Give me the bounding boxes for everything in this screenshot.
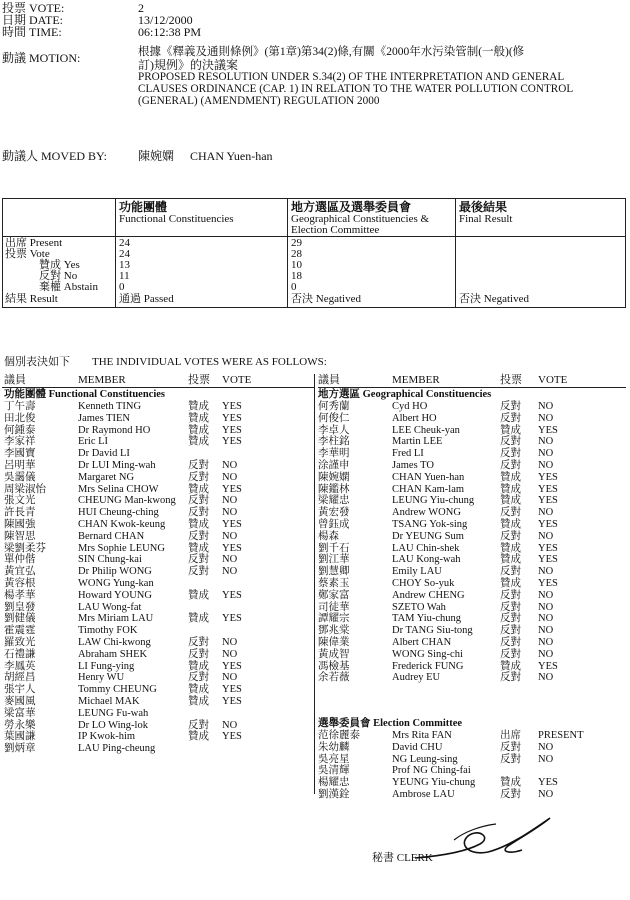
date-value: 13/12/2000: [138, 13, 193, 27]
member-vote-zh: 反對: [188, 530, 209, 542]
member-name-zh: 黃容根: [4, 578, 36, 589]
member-vote-zh: 反對: [188, 719, 209, 731]
member-vote-en: YES: [222, 589, 242, 601]
member-vote-en: NO: [222, 495, 238, 507]
member-vote-zh: 贊成: [500, 424, 521, 436]
right-header-rule: [318, 387, 626, 388]
member-name-zh: 余若薇: [318, 672, 350, 684]
member-name-en: WONG Sing-chi: [392, 648, 463, 660]
member-name-zh: 李鳳英: [4, 660, 36, 672]
member-name-en: WONG Yung-kan: [78, 578, 154, 589]
member-vote-en: YES: [222, 613, 242, 625]
member-vote-en: YES: [538, 483, 558, 495]
member-name-zh: 李卓人: [318, 424, 350, 436]
member-name-zh: 鄭家富: [318, 589, 350, 601]
member-name-zh: 陳偉業: [318, 637, 350, 648]
ec-section-title: 選舉委員會 Election Committee: [318, 718, 463, 729]
present-label: 出席 Present: [5, 237, 63, 249]
member-vote-en: NO: [538, 448, 554, 460]
member-vote-en: NO: [222, 554, 238, 566]
member-vote-zh: 反對: [188, 672, 209, 684]
member-name-en: Kenneth TING: [78, 401, 142, 412]
member-name-zh: 劉健儀: [4, 613, 36, 625]
member-vote-en: YES: [222, 436, 242, 448]
member-name-en: Mrs Selina CHOW: [78, 483, 159, 495]
member-vote-zh: 反對: [500, 448, 521, 460]
mover-label: 動議人 MOVED BY:: [2, 149, 107, 163]
fc-section-title: 功能團體 Functional Constituencies: [4, 389, 166, 400]
member-vote-en: NO: [222, 637, 238, 648]
member-name-zh: 陳鑑林: [318, 483, 350, 495]
member-name-en: Martin LEE: [392, 436, 443, 448]
member-vote-en: YES: [222, 412, 242, 424]
gc-yes: 10: [291, 259, 302, 271]
member-name-en: LAU Kong-wah: [392, 554, 461, 566]
member-vote-zh: 反對: [500, 460, 521, 471]
member-name-en: IP Kwok-him: [78, 731, 136, 743]
member-vote-zh: 贊成: [188, 401, 209, 412]
member-name-en: Mrs Rita FAN: [392, 730, 452, 741]
member-name-en: Michael MAK: [78, 696, 140, 707]
member-name-en: Ambrose LAU: [392, 789, 455, 800]
member-vote-en: NO: [222, 460, 238, 471]
fc-abstain: 0: [119, 281, 125, 293]
member-vote-zh: 贊成: [188, 660, 209, 672]
clerk-label: 秘書 CLERK: [372, 852, 433, 864]
member-name-en: TSANG Yok-sing: [392, 519, 468, 530]
member-vote-en: NO: [538, 401, 554, 412]
member-name-zh: 霍震霆: [4, 625, 36, 637]
vote-count-label: 投票 Vote: [5, 248, 50, 260]
member-name-zh: 黃宏發: [318, 507, 350, 519]
right-col-vote-en: VOTE: [538, 374, 568, 386]
member-vote-en: YES: [538, 495, 558, 507]
member-name-zh: 麥國風: [4, 696, 36, 707]
member-name-zh: 楊孝華: [4, 589, 36, 601]
right-col-member-en: MEMBER: [392, 374, 440, 386]
member-name-en: LI Fung-ying: [78, 660, 135, 672]
member-vote-en: YES: [222, 483, 242, 495]
gc-present: 29: [291, 237, 302, 249]
motion-label: 動議 MOTION:: [2, 51, 81, 65]
member-name-en: Frederick FUNG: [392, 660, 464, 672]
member-name-en: CHAN Kwok-keung: [78, 519, 166, 530]
right-col-vote-zh: 投票: [500, 374, 522, 386]
member-vote-zh: 反對: [500, 613, 521, 625]
member-name-zh: 劉慧卿: [318, 566, 350, 578]
member-vote-en: NO: [222, 566, 238, 578]
member-vote-en: YES: [222, 731, 242, 743]
member-name-zh: 吳靄儀: [4, 471, 36, 483]
column-divider: [314, 374, 315, 794]
member-vote-en: NO: [538, 436, 554, 448]
right-col-member-zh: 議員: [318, 374, 340, 386]
member-name-en: SIN Chung-kai: [78, 554, 142, 566]
member-name-en: Dr David LI: [78, 448, 130, 460]
left-col-member-en: MEMBER: [78, 374, 126, 386]
member-vote-zh: 贊成: [500, 519, 521, 530]
member-vote-zh: 贊成: [500, 483, 521, 495]
member-name-zh: 李柱銘: [318, 436, 350, 448]
member-name-zh: 譚耀宗: [318, 613, 350, 625]
summary-table: [2, 198, 626, 308]
member-name-zh: 葉國謙: [4, 731, 36, 743]
left-col-vote-en: VOTE: [222, 374, 252, 386]
fc-yes: 13: [119, 259, 130, 271]
fc-present: 24: [119, 237, 130, 249]
member-vote-en: NO: [538, 460, 554, 471]
motion-title-en-2: CLAUSES ORDINANCE (CAP. 1) IN RELATION TO THE WATER POLLUTION CONTROL: [138, 83, 574, 95]
member-name-zh: 張文光: [4, 495, 36, 507]
fc-header-en: Functional Constituencies: [119, 213, 234, 225]
member-vote-zh: 贊成: [188, 731, 209, 743]
member-vote-en: YES: [538, 424, 558, 436]
member-name-en: CHAN Yuen-han: [392, 471, 465, 483]
member-name-zh: 涂謹申: [318, 460, 350, 471]
member-name-zh: 劉炳章: [4, 743, 36, 755]
member-vote-en: YES: [222, 696, 242, 707]
fc-vote: 24: [119, 248, 130, 260]
member-name-zh: 蔡素玉: [318, 578, 350, 589]
member-vote-en: NO: [222, 672, 238, 684]
member-vote-zh: 贊成: [188, 436, 209, 448]
member-name-en: Prof NG Ching-fai: [392, 765, 471, 777]
member-vote-en: NO: [538, 648, 554, 660]
member-name-en: Dr Raymond HO: [78, 424, 151, 436]
member-vote-zh: 贊成: [188, 519, 209, 530]
member-vote-zh: 反對: [500, 601, 521, 613]
member-name-zh: 楊耀忠: [318, 777, 350, 789]
time-label: 時間 TIME:: [2, 25, 62, 39]
individual-intro-zh: 個別表決如下: [4, 356, 70, 368]
member-name-en: Dr YEUNG Sum: [392, 530, 464, 542]
member-vote-en: YES: [222, 519, 242, 530]
member-name-zh: 胡經昌: [4, 672, 36, 684]
member-name-en: Fred LI: [392, 448, 424, 460]
motion-title-en-1: PROPOSED RESOLUTION UNDER S.34(2) OF THE INTERPRETATION AND GENERAL: [138, 71, 565, 83]
gc-section-title: 地方選區 Geographical Constituencies: [318, 389, 492, 400]
member-name-en: Eric LI: [78, 436, 109, 448]
yes-label: 贊成 Yes: [39, 259, 80, 271]
member-vote-en: NO: [222, 471, 238, 483]
member-name-en: Mrs Sophie LEUNG: [78, 542, 165, 554]
member-name-en: LAU Ping-cheung: [78, 743, 156, 755]
member-name-zh: 吳清輝: [318, 765, 350, 777]
member-name-en: Dr LO Wing-lok: [78, 719, 148, 731]
gc-no: 18: [291, 270, 302, 282]
member-vote-zh: 反對: [188, 648, 209, 660]
gc-result: 否決 Negatived: [291, 293, 361, 305]
member-name-zh: 勞永樂: [4, 719, 36, 731]
member-name-en: LEUNG Fu-wah: [78, 707, 149, 719]
member-name-zh: 劉漢銓: [318, 789, 350, 800]
member-vote-zh: 贊成: [188, 483, 209, 495]
final-result: 否決 Negatived: [459, 293, 529, 305]
abstain-label: 棄權 Abstain: [39, 281, 98, 293]
member-vote-zh: 反對: [188, 566, 209, 578]
member-name-en: Emily LAU: [392, 566, 442, 578]
member-name-en: LAW Chi-kwong: [78, 637, 151, 648]
gc-header-en-2: Election Committee: [291, 224, 380, 236]
member-name-en: CHAN Kam-lam: [392, 483, 465, 495]
member-vote-en: NO: [538, 741, 554, 753]
member-name-zh: 吳亮星: [318, 753, 350, 765]
fc-header-zh: 功能團體: [119, 200, 168, 214]
member-vote-zh: 贊成: [188, 613, 209, 625]
member-name-en: LEE Cheuk-yan: [392, 424, 460, 436]
member-vote-en: NO: [222, 648, 238, 660]
member-name-zh: 何秀蘭: [318, 401, 350, 412]
member-name-zh: 呂明華: [4, 460, 36, 471]
member-name-zh: 黃成智: [318, 648, 350, 660]
member-vote-zh: 反對: [500, 648, 521, 660]
member-vote-en: NO: [222, 719, 238, 731]
motion-title-zh: 根據《釋義及通則條例》(第1章)第34(2)條,有關《2000年水污染管制(一般)(修: [138, 46, 525, 58]
member-vote-en: YES: [222, 401, 242, 412]
member-name-en: SZETO Wah: [392, 601, 446, 613]
member-vote-zh: 贊成: [500, 542, 521, 554]
member-name-zh: 陳智思: [4, 530, 36, 542]
member-name-zh: 石禮謙: [4, 648, 36, 660]
member-name-en: Margaret NG: [78, 471, 135, 483]
mover-name-zh: 陳婉嫻: [138, 149, 175, 163]
no-label: 反對 No: [39, 270, 78, 282]
member-name-en: Henry WU: [78, 672, 125, 684]
member-vote-en: NO: [538, 589, 554, 601]
member-vote-en: YES: [222, 684, 242, 696]
member-name-zh: 曾鈺成: [318, 519, 350, 530]
member-vote-zh: 反對: [500, 789, 521, 800]
member-name-en: LEUNG Yiu-chung: [392, 495, 475, 507]
member-vote-zh: 反對: [500, 637, 521, 648]
final-header-zh: 最後結果: [459, 200, 508, 214]
member-vote-en: NO: [538, 753, 554, 765]
member-name-en: Tommy CHEUNG: [78, 684, 157, 696]
member-vote-zh: 反對: [500, 741, 521, 753]
member-vote-en: PRESENT: [538, 730, 584, 741]
fc-no: 11: [119, 270, 130, 282]
member-name-zh: 何俊仁: [318, 412, 350, 424]
member-name-zh: 單仲偕: [4, 554, 36, 566]
fc-result: 通過 Passed: [119, 293, 174, 305]
member-vote-zh: 反對: [188, 637, 209, 648]
member-name-en: Albert HO: [392, 412, 437, 424]
motion-title-en-3: (GENERAL) (AMENDMENT) REGULATION 2000: [138, 95, 380, 107]
member-name-zh: 劉江華: [318, 554, 350, 566]
member-name-en: Howard YOUNG: [78, 589, 152, 601]
member-vote-en: NO: [538, 507, 554, 519]
member-name-zh: 何鍾泰: [4, 424, 36, 436]
member-vote-en: NO: [538, 637, 554, 648]
member-vote-zh: 反對: [188, 495, 209, 507]
left-col-member-zh: 議員: [4, 374, 26, 386]
member-vote-zh: 贊成: [500, 578, 521, 589]
clerk-signature: [410, 810, 560, 870]
member-name-en: Timothy FOK: [78, 625, 138, 637]
gc-vote: 28: [291, 248, 302, 260]
member-name-zh: 梁富華: [4, 707, 36, 719]
member-name-zh: 許長青: [4, 507, 36, 519]
member-vote-en: NO: [538, 625, 554, 637]
member-name-zh: 梁劉柔芬: [4, 542, 46, 554]
member-vote-zh: 反對: [188, 507, 209, 519]
member-name-en: Mrs Miriam LAU: [78, 613, 154, 625]
member-vote-zh: 反對: [500, 566, 521, 578]
member-vote-en: NO: [538, 566, 554, 578]
member-vote-en: YES: [222, 660, 242, 672]
member-vote-en: YES: [538, 554, 558, 566]
member-name-en: Audrey EU: [392, 672, 441, 684]
member-name-en: Cyd HO: [392, 401, 428, 412]
member-vote-en: YES: [538, 660, 558, 672]
member-name-en: David CHU: [392, 741, 443, 753]
member-name-en: Bernard CHAN: [78, 530, 145, 542]
member-vote-zh: 贊成: [188, 589, 209, 601]
left-col-vote-zh: 投票: [188, 374, 210, 386]
member-vote-zh: 反對: [188, 460, 209, 471]
member-name-en: CHEUNG Man-kwong: [78, 495, 176, 507]
member-vote-en: NO: [538, 601, 554, 613]
member-vote-en: NO: [538, 613, 554, 625]
member-name-zh: 馮檢基: [318, 660, 350, 672]
member-name-zh: 劉千石: [318, 542, 350, 554]
member-vote-zh: 反對: [500, 436, 521, 448]
date-label: 日期 DATE:: [2, 13, 63, 27]
member-vote-en: NO: [538, 672, 554, 684]
member-name-zh: 劉皇發: [4, 601, 36, 613]
member-name-zh: 丁午壽: [4, 401, 36, 412]
member-name-zh: 陳國強: [4, 519, 36, 530]
member-vote-en: NO: [538, 412, 554, 424]
member-vote-zh: 反對: [500, 589, 521, 601]
member-name-zh: 朱幼麟: [318, 741, 350, 753]
member-name-en: YEUNG Yiu-chung: [392, 777, 476, 789]
member-vote-en: YES: [538, 578, 558, 589]
vote-number: 2: [138, 1, 144, 15]
member-name-en: Andrew CHENG: [392, 589, 465, 601]
left-header-rule: [2, 387, 314, 388]
member-vote-zh: 反對: [500, 507, 521, 519]
member-vote-zh: 贊成: [500, 495, 521, 507]
member-vote-en: YES: [538, 519, 558, 530]
member-name-zh: 羅致光: [4, 637, 36, 648]
member-vote-zh: 反對: [500, 401, 521, 412]
member-name-zh: 黃宜弘: [4, 566, 36, 578]
member-vote-zh: 贊成: [500, 471, 521, 483]
member-name-en: Dr Philip WONG: [78, 566, 152, 578]
member-name-en: Albert CHAN: [392, 637, 452, 648]
member-name-en: LAU Chin-shek: [392, 542, 460, 554]
member-vote-zh: 贊成: [188, 412, 209, 424]
mover-name-en: CHAN Yuen-han: [190, 149, 273, 163]
member-vote-zh: 出席: [500, 730, 521, 741]
member-name-en: Dr TANG Siu-tong: [392, 625, 473, 637]
result-label: 結果 Result: [5, 293, 58, 305]
member-name-zh: 周梁淑怡: [4, 483, 46, 495]
member-name-zh: 梁耀忠: [318, 495, 350, 507]
member-vote-zh: 贊成: [500, 777, 521, 789]
time-value: 06:12:38 PM: [138, 25, 202, 39]
member-vote-zh: 贊成: [188, 424, 209, 436]
member-name-en: James TO: [392, 460, 434, 471]
member-vote-zh: 贊成: [188, 684, 209, 696]
member-vote-en: NO: [538, 789, 554, 800]
member-name-en: NG Leung-sing: [392, 753, 458, 765]
member-vote-en: YES: [222, 424, 242, 436]
member-name-en: Andrew WONG: [392, 507, 461, 519]
member-name-zh: 范徐麗泰: [318, 730, 360, 741]
member-vote-zh: 贊成: [500, 554, 521, 566]
member-vote-en: NO: [222, 530, 238, 542]
member-vote-en: NO: [538, 530, 554, 542]
member-name-zh: 司徒華: [318, 601, 350, 613]
member-vote-zh: 贊成: [188, 696, 209, 707]
member-vote-zh: 贊成: [500, 660, 521, 672]
member-vote-zh: 反對: [500, 753, 521, 765]
member-vote-en: YES: [538, 471, 558, 483]
member-name-zh: 李國寶: [4, 448, 36, 460]
member-vote-zh: 反對: [500, 530, 521, 542]
member-vote-zh: 反對: [188, 471, 209, 483]
motion-title-zh-2: 訂)規例》的決議案: [138, 58, 238, 72]
gc-abstain: 0: [291, 281, 297, 293]
member-name-en: CHOY So-yuk: [392, 578, 455, 589]
member-vote-zh: 反對: [500, 672, 521, 684]
member-name-zh: 田北俊: [4, 412, 36, 424]
final-header-en: Final Result: [459, 213, 513, 225]
member-name-en: Abraham SHEK: [78, 648, 148, 660]
member-vote-en: YES: [222, 542, 242, 554]
member-vote-zh: 反對: [188, 554, 209, 566]
member-name-en: HUI Cheung-ching: [78, 507, 159, 519]
member-vote-en: NO: [222, 507, 238, 519]
member-name-en: TAM Yiu-chung: [392, 613, 462, 625]
member-name-zh: 楊森: [318, 530, 339, 542]
member-name-zh: 鄧兆棠: [318, 625, 350, 637]
member-name-en: Dr LUI Ming-wah: [78, 460, 156, 471]
member-name-en: James TIEN: [78, 412, 131, 424]
member-vote-zh: 反對: [500, 625, 521, 637]
member-name-zh: 李華明: [318, 448, 350, 460]
gc-header-zh: 地方選區及選舉委員會: [291, 200, 412, 214]
member-name-zh: 陳婉嫻: [318, 471, 350, 483]
individual-intro-en: THE INDIVIDUAL VOTES WERE AS FOLLOWS:: [92, 356, 327, 368]
member-name-zh: 李家祥: [4, 436, 36, 448]
member-name-en: LAU Wong-fat: [78, 601, 142, 613]
member-name-zh: 張宇人: [4, 684, 36, 696]
member-vote-en: YES: [538, 542, 558, 554]
member-vote-en: YES: [538, 777, 558, 789]
member-vote-zh: 贊成: [188, 542, 209, 554]
vote-label: 投票 VOTE:: [2, 1, 65, 15]
member-vote-zh: 反對: [500, 412, 521, 424]
gc-header-en-1: Geographical Constituencies &: [291, 213, 430, 225]
